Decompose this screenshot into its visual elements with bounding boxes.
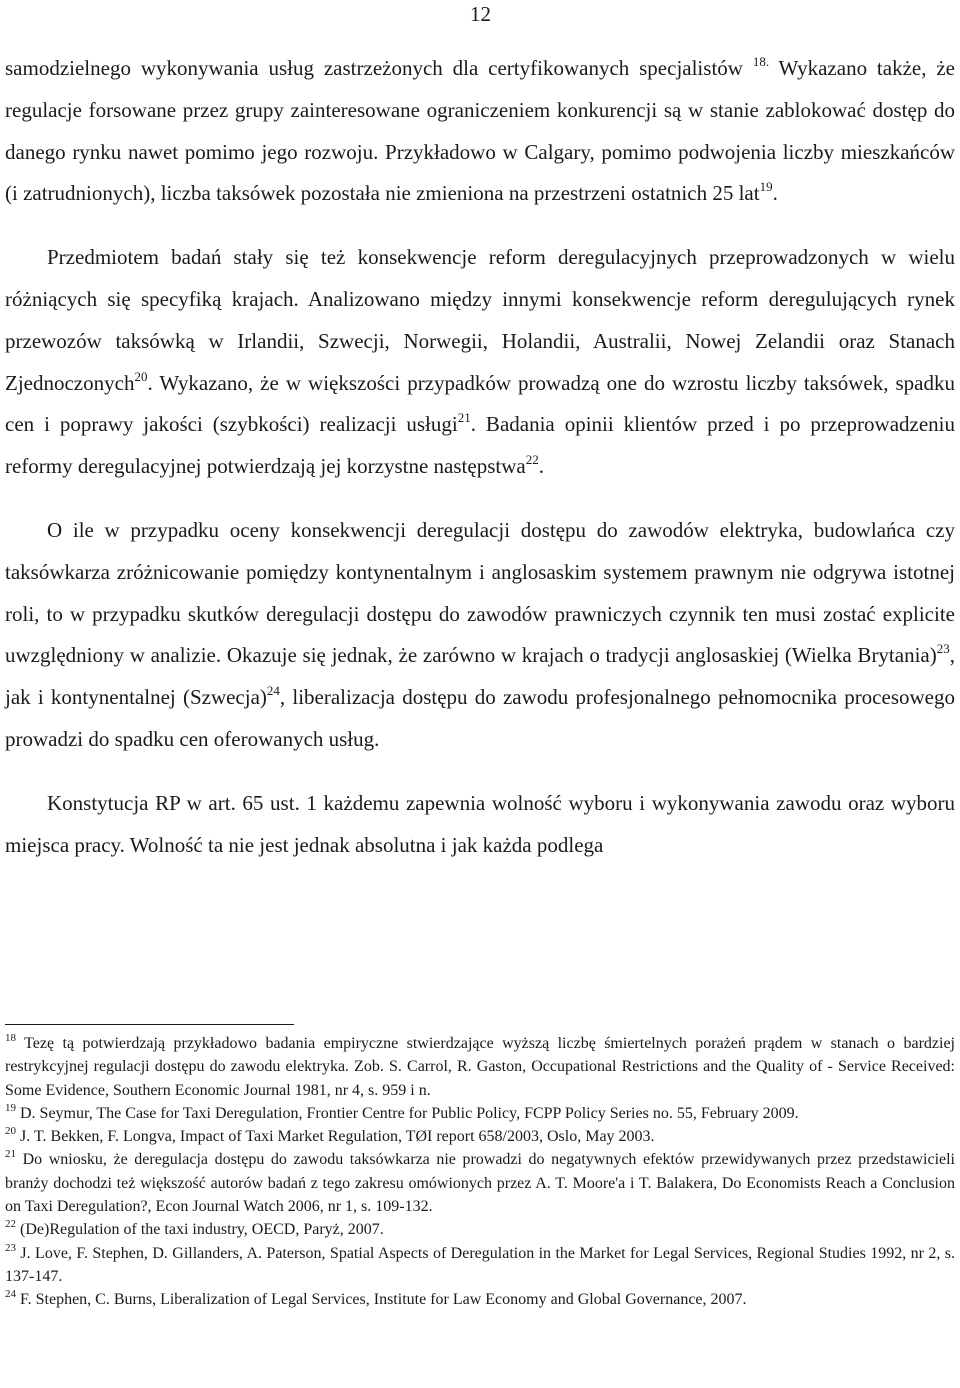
text-run: Konstytucja RP w art. 65 ust. 1 każdemu zapewnia wolność wyboru i wykonywania zawodu oraz wyboru miejsca pracy. Wolność ta nie jest jednak absolutna i jak każda podlega: [5, 790, 955, 857]
footnotes: [5, 1032, 955, 1312]
footnote-number: 20: [5, 1125, 16, 1138]
footnote-text: J. T. Bekken, F. Longva, Impact of Taxi Market Regulation, TØI report 658/2003, Oslo, May 2003.: [20, 1128, 655, 1146]
text-run: .: [772, 181, 778, 206]
footnote-ref[interactable]: 22: [525, 452, 539, 468]
footnote-ref[interactable]: 19: [759, 179, 773, 195]
footnote-number: 24: [5, 1288, 16, 1301]
paragraph: [5, 783, 955, 867]
footnote-ref[interactable]: 23: [936, 641, 950, 657]
footnote-number: 21: [5, 1148, 16, 1161]
footnote-ref[interactable]: 20: [134, 368, 148, 384]
footnote-text: (De)Regulation of the taxi industry, OECD, Paryż, 2007.: [20, 1221, 384, 1239]
text-run: O ile w przypadku oceny konsekwencji deregulacji dostępu do zawodów elektryka, budowlańca czy taksówkarza zróżnicowanie pomiędzy kontynentalnym i anglosaskim systemem prawnym nie odgrywa istotnej roli, to w przypadku skutków deregulacji dostępu do zawodów prawniczych czynnik ten musi zostać explicite uwzględniony w analizie. Okazuje się jednak, że zarówno w krajach o tradycji anglosaskiej (Wielka Brytania): [5, 517, 955, 668]
footnote-number: 18: [5, 1032, 16, 1044]
footnote-ref[interactable]: 21: [457, 410, 471, 426]
footnote: [5, 1242, 955, 1289]
paragraph: [5, 237, 955, 488]
text-run: samodzielnego wykonywania usług zastrzeżonych dla certyfikowanych specjalistów: [5, 56, 753, 80]
footnote: [5, 1218, 955, 1241]
paragraph: [5, 48, 955, 215]
text-run: .: [538, 454, 544, 479]
text-run: , liberalizacja dostępu do zawodu profesjonalnego pełnomocnika procesowego prowadzi do spadku cen oferowanych usług.: [5, 685, 955, 751]
footnote-number: 22: [5, 1218, 16, 1231]
footnote-number: 19: [5, 1101, 16, 1114]
footnote-text: J. Love, F. Stephen, D. Gillanders, A. Paterson, Spatial Aspects of Deregulation in the Market for Legal Services, Regional Studies 1992, nr 2, s. 137-147.: [5, 1244, 956, 1285]
footnote-text: D. Seymur, The Case for Taxi Deregulation, Frontier Centre for Public Policy, FCPP Policy Series no. 55, February 2009.: [20, 1104, 799, 1122]
footnote: [5, 1102, 955, 1125]
footnote: [5, 1125, 955, 1148]
footnote-text: F. Stephen, C. Burns, Liberalization of Legal Services, Institute for Law Economy and Global Governance, 2007.: [20, 1291, 747, 1309]
footnote-ref[interactable]: 24: [266, 683, 280, 699]
footnote-text: Do wniosku, że deregulacja dostępu do zawodu taksówkarza nie prowadzi do negatywnych efektów przewidywanych przez przedstawicieli branży dochodzi też większość autorów badań z tego zakresu omówionych przez A. T. Moore'a i T. Balakera, Do Economists Reach a Conclusion on Taxi Deregulation?, Econ Journal Watch 2006, nr 1, s. 109-132.: [5, 1151, 956, 1216]
footnote-ref[interactable]: 18.: [752, 54, 770, 69]
footnote-number: 23: [5, 1241, 16, 1254]
paragraph: [5, 510, 955, 761]
text-run: Wykazano także, że regulacje forsowane przez grupy zainteresowane ograniczeniem konkurencji są w stanie zablokować dostęp do danego rynku nawet pomimo jego rozwoju. Przykładowo w Calgary, pomimo podwojenia liczby mieszkańców (i zatrudnionych), liczba taksówek pozostała nie zmieniona na przestrzeni ostatnich 25 lat: [5, 56, 955, 206]
text-run: , jak i kontynentalnej (Szwecja): [5, 643, 955, 710]
text-run: . Badania opinii klientów przed i po przeprowadzeniu reformy deregulacyjnej potwierdzają jej korzystne następstwa: [5, 412, 955, 479]
text-run: Przedmiotem badań stały się też konsekwencje reform deregulacyjnych przeprowadzonych w wielu różniących się specyfiką krajach. Analizowano między innymi konsekwencje reform deregulujących rynek przewozów taksówką w Irlandii, Szwecji, Norwegii, Holandii, Australii, Nowej Zelandii oraz Stanach Zjednoczonych: [5, 245, 955, 395]
footnote: [5, 1032, 955, 1102]
footnote-separator: [5, 1024, 294, 1025]
body-text: [5, 48, 955, 866]
footnote: [5, 1288, 955, 1311]
footnote: [5, 1148, 955, 1218]
page-number: 12: [470, 2, 491, 26]
text-run: . Wykazano, że w większości przypadków prowadzą one do wzrostu liczby taksówek, spadku cen i poprawy jakości (szybkości) realizacji usługi: [5, 370, 955, 437]
footnote-text: Tezę tą potwierdzają przykładowo badania empiryczne stwierdzające wyższą liczbę śmiertelnych porażeń prądem w stanach o bardziej restrykcyjnej regulacji dostępu do zawodu elektryka. Zob. S. Carrol, R. Gaston, Occupational Restrictions and the Quality of - Service Received: Some Evidence, Southern Economic Journal 1981, nr 4, s. 959 i n.: [5, 1035, 955, 1099]
